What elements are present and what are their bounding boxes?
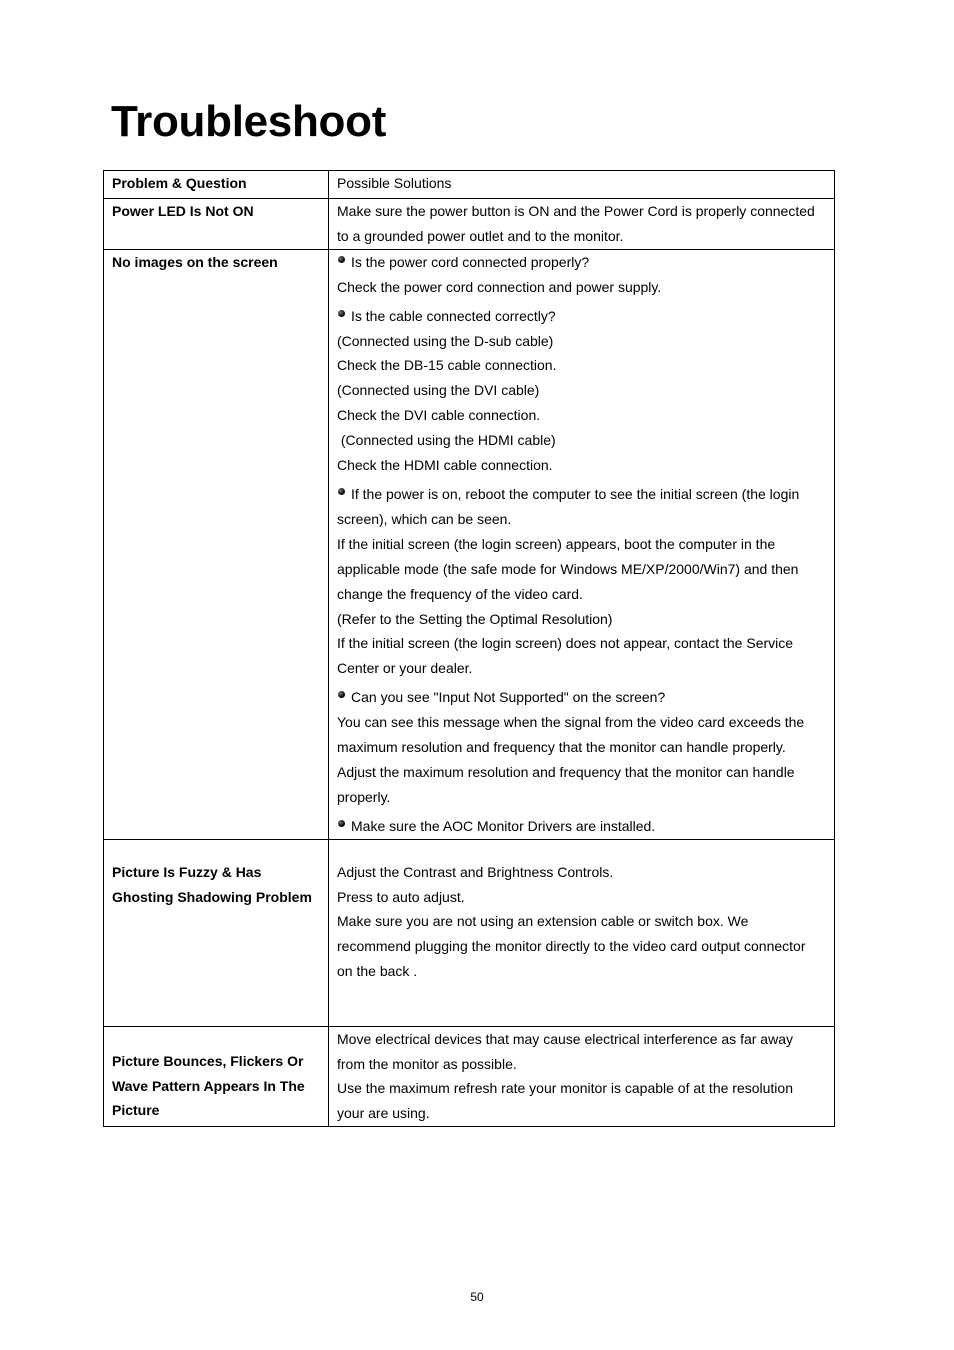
solution-text: change the frequency of the video card. bbox=[337, 585, 583, 602]
solution-text: Make sure the AOC Monitor Drivers are installed. bbox=[351, 817, 656, 834]
solution-text: (Connected using the D-sub cable) bbox=[337, 332, 554, 349]
problem-text: Power LED Is Not ON bbox=[112, 203, 254, 219]
table-row bbox=[104, 1026, 835, 1127]
problem-text: Picture Is Fuzzy & Has bbox=[112, 863, 262, 880]
solution-text: Make sure the power button is ON and the Power Cord is properly connected bbox=[337, 203, 815, 219]
solution-text: to a grounded power outlet and to the monitor. bbox=[337, 227, 624, 244]
solution-cell bbox=[329, 839, 835, 1026]
solution-text: Check the HDMI cable connection. bbox=[337, 457, 553, 474]
solution-text: your are using. bbox=[337, 1105, 430, 1122]
bullet-icon bbox=[338, 256, 345, 263]
solution-text: Use the maximum refresh rate your monitor is capable of at the resolution bbox=[337, 1080, 793, 1097]
table-row bbox=[104, 839, 835, 1026]
header-solution: Possible Solutions bbox=[329, 171, 835, 199]
solution-text: applicable mode (the safe mode for Windows ME/XP/2000/Win7) and then bbox=[337, 560, 799, 577]
solution-cell bbox=[329, 249, 835, 839]
problem-text: Wave Pattern Appears In The bbox=[112, 1077, 305, 1094]
bullet-icon bbox=[338, 488, 345, 495]
page-number: 50 bbox=[470, 1290, 484, 1304]
solution-bullet-item bbox=[337, 814, 826, 839]
table-row bbox=[104, 249, 835, 839]
solution-text: Center or your dealer. bbox=[337, 660, 473, 677]
solution-text: Is the cable connected correctly? bbox=[351, 307, 556, 324]
problem-cell bbox=[104, 839, 329, 1026]
solution-text: Adjust the Contrast and Brightness Controls. bbox=[337, 863, 614, 880]
problem-text: Picture Bounces, Flickers Or bbox=[112, 1052, 304, 1069]
solution-bullet-item bbox=[337, 482, 826, 507]
bullet-icon bbox=[338, 691, 345, 698]
solution-cell bbox=[329, 1026, 835, 1127]
solution-text: on the back . bbox=[337, 963, 418, 980]
problem-text: Ghosting Shadowing Problem bbox=[112, 888, 312, 905]
solution-text: Check the DB-15 cable connection. bbox=[337, 357, 557, 374]
solution-text: Is the power cord connected properly? bbox=[351, 253, 590, 270]
solution-text: (Connected using the HDMI cable) bbox=[337, 432, 556, 449]
solution-text: Check the power cord connection and power supply. bbox=[337, 278, 662, 295]
solution-text: Adjust the maximum resolution and frequency that the monitor can handle bbox=[337, 763, 795, 780]
troubleshoot-table bbox=[103, 170, 835, 1127]
solution-text: screen), which can be seen. bbox=[337, 510, 512, 527]
table-header-row bbox=[104, 171, 835, 199]
solution-text: (Connected using the DVI cable) bbox=[337, 382, 540, 399]
solution-bullet-item bbox=[337, 685, 826, 710]
problem-cell bbox=[104, 1026, 329, 1127]
solution-text: Press to auto adjust. bbox=[337, 888, 465, 905]
solution-text: from the monitor as possible. bbox=[337, 1055, 517, 1072]
problem-text: Picture bbox=[112, 1102, 160, 1119]
solution-text: Can you see "Input Not Supported" on the screen? bbox=[351, 689, 666, 706]
solution-text: You can see this message when the signal from the video card exceeds the bbox=[337, 714, 805, 731]
solution-text: maximum resolution and frequency that the monitor can handle properly. bbox=[337, 739, 786, 756]
solution-bullet-item bbox=[337, 304, 826, 329]
solution-text: Move electrical devices that may cause electrical interference as far away bbox=[337, 1030, 793, 1047]
solution-text: Check the DVI cable connection. bbox=[337, 407, 541, 424]
problem-cell bbox=[104, 249, 329, 839]
solution-text: recommend plugging the monitor directly to the video card output connector bbox=[337, 938, 806, 955]
solution-cell bbox=[329, 199, 835, 250]
solution-text: Make sure you are not using an extension cable or switch box. We bbox=[337, 913, 749, 930]
solution-bullet-item bbox=[337, 250, 826, 275]
problem-text: No images on the screen bbox=[112, 253, 278, 270]
bullet-icon bbox=[338, 310, 345, 317]
problem-cell bbox=[104, 199, 329, 250]
solution-text: If the initial screen (the login screen) appears, boot the computer in the bbox=[337, 535, 776, 552]
solution-text: (Refer to the Setting the Optimal Resolution) bbox=[337, 610, 613, 627]
page-title: Troubleshoot bbox=[111, 97, 387, 146]
solution-text: properly. bbox=[337, 788, 391, 805]
solution-text: If the initial screen (the login screen) does not appear, contact the Service bbox=[337, 635, 794, 652]
bullet-icon bbox=[338, 820, 345, 827]
solution-text: If the power is on, reboot the computer to see the initial screen (the login bbox=[351, 485, 800, 502]
table-row bbox=[104, 199, 835, 250]
header-problem: Problem & Question bbox=[104, 171, 329, 199]
